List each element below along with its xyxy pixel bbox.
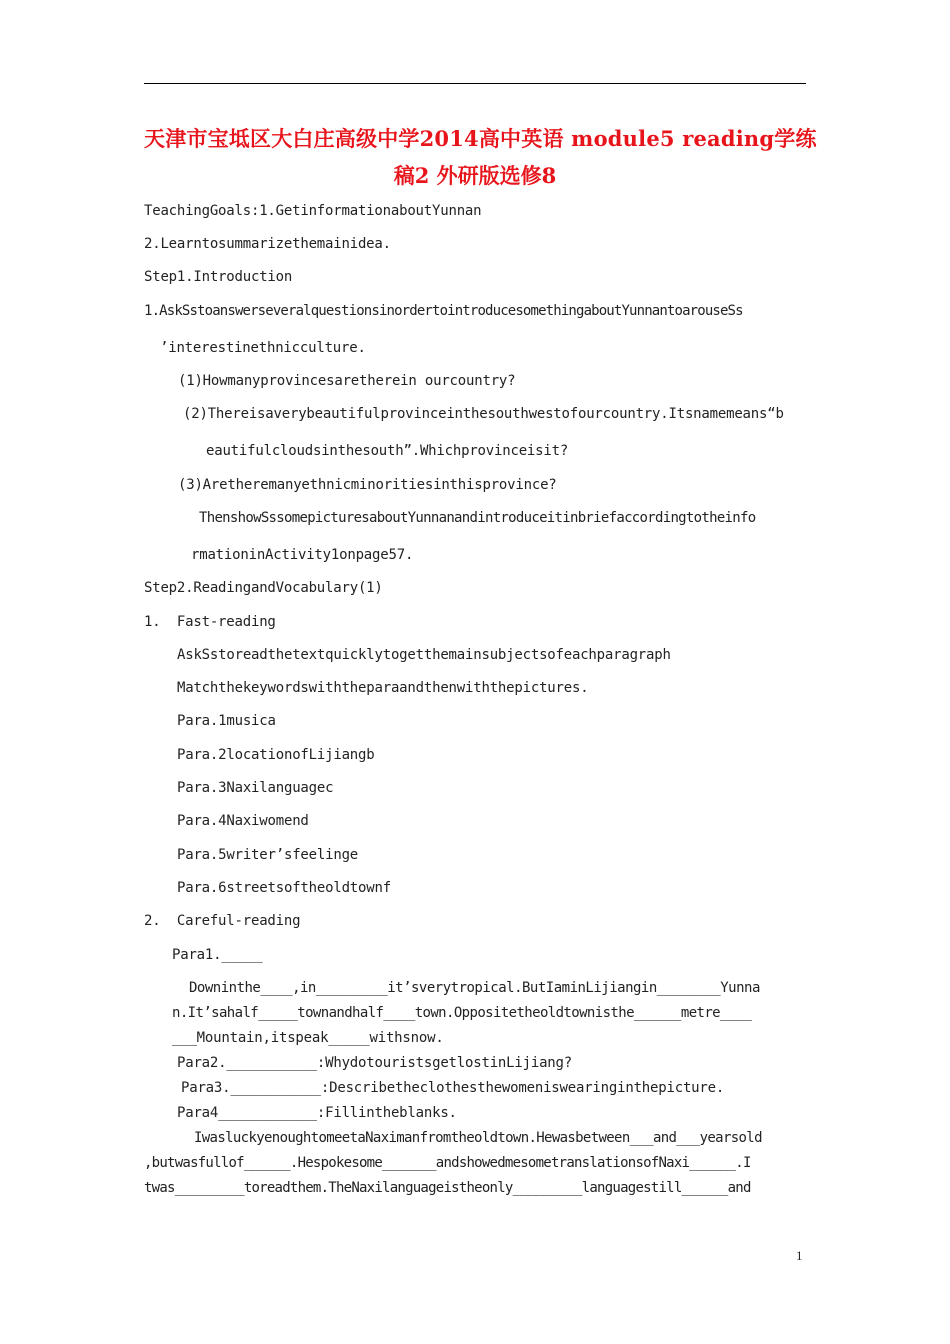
step2-heading: Step2.ReadingandVocabulary(1) <box>144 580 383 596</box>
document-title-line1: 天津市宝坻区大白庄高级中学2014高中英语 module5 reading学练 <box>144 126 817 151</box>
question-1: (1)Howmanyprovincesaretherein ourcountry? <box>178 373 516 389</box>
para-item-4: Para.4Naxiwomend <box>177 813 309 829</box>
question-3: (3)Aretheremanyethnicminoritiesinthisprovince? <box>178 477 557 493</box>
fast-reading-instruction: AskSstoreadthetextquicklytogetthemainsubjectsofeachparagraph <box>177 647 671 663</box>
para4-text-line3: twas_________toreadthem.TheNaxilanguageistheonly_________languagestill______and <box>144 1180 751 1196</box>
para4-instruction: Para4____________:Fillintheblanks. <box>177 1105 457 1121</box>
para1-text-line2: n.It’sahalf_____townandhalf____town.Oppositetheoldtownisthe______metre____ <box>172 1005 752 1021</box>
careful-reading-heading: 2. Careful-reading <box>144 913 301 929</box>
para-item-1: Para.1musica <box>177 713 276 729</box>
goal-2: 2.Learntosummarizethemainidea. <box>144 236 391 252</box>
para-item-5: Para.5writer’sfeelinge <box>177 847 359 863</box>
intro-pictures: ThenshowSssomepicturesaboutYunnanandintroduceitinbriefaccordingtotheinfo <box>199 510 756 526</box>
para-item-2: Para.2locationofLijiangb <box>177 747 375 763</box>
intro-instruction-cont: ’interestinethnicculture. <box>160 340 366 356</box>
para2-question: Para2.___________:WhydotouristsgetlostinLijiang? <box>177 1055 572 1071</box>
para1-text-line1: Downinthe____,in_________it’sverytropical.ButIaminLijiangin________Yunna <box>189 980 760 996</box>
para4-text-line1: IwasluckyenoughtomeetaNaximanfromtheoldtown.Hewasbetween___and___yearsold <box>194 1130 762 1146</box>
para3-question: Para3.___________:Describetheclothesthewomeniswearinginthepicture. <box>181 1080 725 1096</box>
header-rule <box>144 83 806 84</box>
intro-instruction: 1.AskSstoanswerseveralquestionsinordertointroducesomethingaboutYunnantoarouseSs <box>144 303 743 319</box>
para1-text-line3: ___Mountain,itspeak_____withsnow. <box>172 1030 444 1046</box>
question-2: (2)Thereisaverybeautifulprovinceinthesouthwestofourcountry.Itsnamemeans“b <box>183 406 784 422</box>
page-number: 1 <box>796 1248 803 1263</box>
para-item-3: Para.3Naxilanguagec <box>177 780 334 796</box>
teaching-goals: TeachingGoals:1.GetinformationaboutYunnan <box>144 203 482 219</box>
intro-pictures-cont: rmationinActivity1onpage57. <box>191 547 414 563</box>
question-2-cont: eautifulcloudsinthesouth”.Whichprovinceisit? <box>206 443 569 459</box>
step1-heading: Step1.Introduction <box>144 269 293 285</box>
para1-label: Para1._____ <box>172 947 263 963</box>
fast-reading-heading: 1. Fast-reading <box>144 614 276 630</box>
para4-text-line2: ,butwasfullof______.Hespokesome_______andshowedmesometranslationsofNaxi______.I <box>144 1155 751 1171</box>
document-title-line2: 稿2 外研版选修8 <box>393 163 557 188</box>
para-item-6: Para.6streetsoftheoldtownf <box>177 880 391 896</box>
match-instruction: Matchthekeywordswiththeparaandthenwiththepictures. <box>177 680 589 696</box>
